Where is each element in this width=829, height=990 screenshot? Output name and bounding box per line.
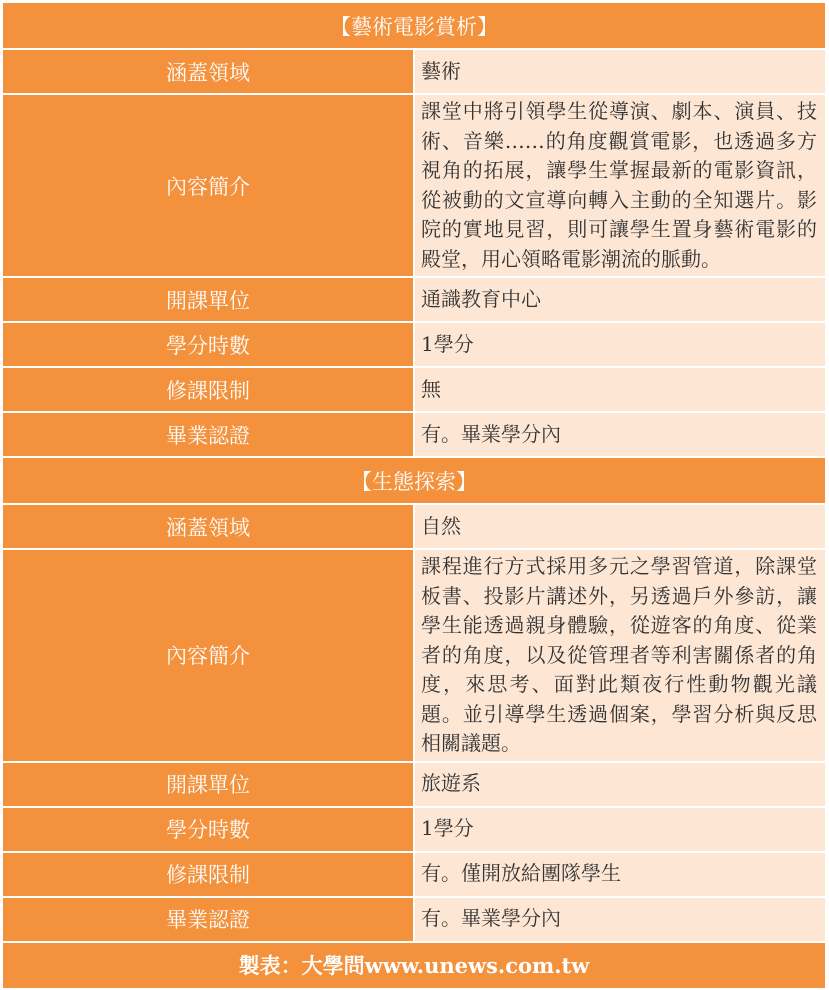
value-graduation: 有。畢業學分內 — [414, 897, 826, 942]
table-footer-credit: 製表：大學問www.unews.com.tw — [2, 942, 826, 989]
value-domain: 自然 — [414, 504, 826, 549]
label-credits: 學分時數 — [2, 807, 414, 852]
value-department: 旅遊系 — [414, 762, 826, 807]
label-graduation: 畢業認證 — [2, 412, 414, 457]
value-description: 課堂中將引領學生從導演、劇本、演員、技術、音樂……的角度觀賞電影，也透過多方視角的拓展，讓學生掌握最新的電影資訊，從被動的文宣導向轉入主動的全知選片。影院的實地見習，則可讓學生置身藝術電影的殿堂，用心領略電影潮流的脈動。 — [414, 94, 826, 277]
label-restriction: 修課限制 — [2, 367, 414, 412]
value-credits: 1學分 — [414, 807, 826, 852]
label-graduation: 畢業認證 — [2, 897, 414, 942]
label-credits: 學分時數 — [2, 322, 414, 367]
value-domain: 藝術 — [414, 49, 826, 94]
value-graduation: 有。畢業學分內 — [414, 412, 826, 457]
section-title-art-film: 【藝術電影賞析】 — [2, 2, 826, 49]
value-department: 通識教育中心 — [414, 277, 826, 322]
section-title-ecology: 【生態探索】 — [2, 457, 826, 504]
value-credits: 1學分 — [414, 322, 826, 367]
value-restriction: 無 — [414, 367, 826, 412]
label-description: 內容簡介 — [2, 94, 414, 277]
course-info-table — [1, 1, 827, 990]
label-description: 內容簡介 — [2, 549, 414, 762]
label-department: 開課單位 — [2, 762, 414, 807]
label-domain: 涵蓋領域 — [2, 49, 414, 94]
label-restriction: 修課限制 — [2, 852, 414, 897]
value-restriction: 有。僅開放給團隊學生 — [414, 852, 826, 897]
value-description: 課程進行方式採用多元之學習管道，除課堂板書、投影片講述外，另透過戶外參訪，讓學生能透過親身體驗，從遊客的角度、從業者的角度，以及從管理者等利害關係者的角度，來思考、面對此類夜行性動物觀光議題。並引導學生透過個案，學習分析與反思相關議題。 — [414, 549, 826, 762]
label-department: 開課單位 — [2, 277, 414, 322]
label-domain: 涵蓋領域 — [2, 504, 414, 549]
